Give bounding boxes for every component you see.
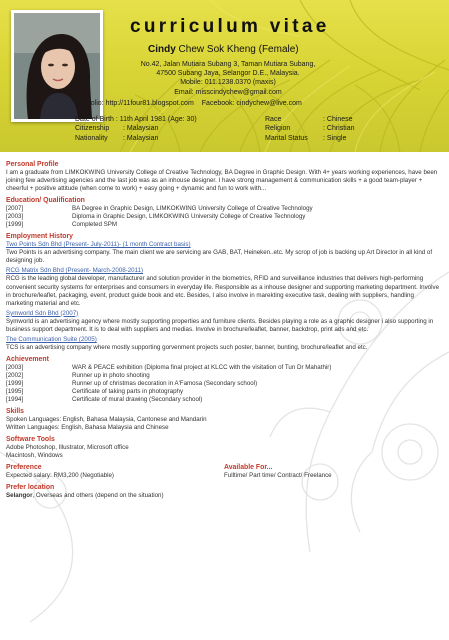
achievement-text: Runner up of christmas decoration in A'Famosa (Secondary school) (72, 379, 258, 387)
achievement-item (6, 372, 442, 380)
job-desc-rcg: RCG is the leading global developer, manufacturer and solution provider in the biometrics, RFID and surveillance industries that delivers high-performing convenient security systems for enterprises and consumers in everyday life. Responsible as a inhouse designer and supporting marketing department. Involve in brochure/leaflet, packaging, event, product guide book and etc. Besides, I also involve in marekting executive task, dealing with suppliers, handling marketing material and etc. (6, 275, 440, 307)
mobile-line: Mobile: 011.1238.0370 (maxis) (180, 79, 276, 87)
education-item (6, 205, 442, 213)
written-languages: Written Languages: English, Bahasa Malaysia and Chinese (6, 424, 169, 432)
personal-facts-left (75, 115, 197, 143)
job-title-tcs[interactable]: The Communication Suite (2005) (6, 335, 97, 343)
header-banner (0, 0, 449, 152)
profile-heading: Personal Profile (6, 161, 59, 168)
candidate-name (148, 44, 299, 55)
available-heading: Available For... (224, 464, 273, 472)
achievement-item (6, 396, 442, 404)
profile-text: I am a graduate from LIMKOKWING University College of Creative Technology, BA Degree in Graphic Design. With 4+ years working experiences, have been joining few advertising agencies and the last job was as an inhouse designer. I have strong management & communication skills + a good team-player + cheerful + positive attitude (when come to work) + easy going + dynamic and fun to work with... (6, 169, 438, 193)
achievement-item (6, 388, 442, 396)
marital-value: : Single (323, 134, 347, 142)
achievement-year: [2002] (6, 371, 24, 379)
preference-heading: Preference (6, 464, 42, 472)
achievement-year: [1999] (6, 379, 24, 387)
race-value: : Chinese (323, 116, 353, 123)
job-title-symworld[interactable]: Symworld Sdn Bhd (2007) (6, 309, 79, 317)
availability-text: Fulltime/ Part time/ Contract/ Freelance (224, 472, 332, 480)
education-text: Completed SPM (72, 221, 118, 229)
address-line-2: 47500 Subang Jaya, Selangor D.E., Malaysia. (156, 70, 300, 78)
citizenship-label: Citizenship (75, 125, 110, 133)
location-primary: Selangor (6, 492, 33, 500)
nationality-value: : Malaysian (123, 134, 159, 142)
education-item (6, 213, 442, 221)
education-item (6, 221, 442, 229)
education-year: [1999] (6, 221, 24, 229)
location-line (6, 492, 442, 500)
religion-label: Religion (265, 125, 291, 133)
location-heading: Prefer location (6, 484, 55, 492)
skills-heading: Skills (6, 408, 25, 416)
education-year: [2003] (6, 213, 24, 221)
software-heading: Software Tools (6, 436, 55, 444)
nationality-label: Nationality (75, 134, 108, 142)
links-line (76, 100, 302, 107)
religion-value: : Christian (323, 125, 355, 133)
employment-heading: Employment History (6, 233, 74, 241)
personal-facts-right (265, 115, 355, 143)
achievement-year: [1995] (6, 388, 24, 396)
achievement-heading: Achievement (6, 355, 49, 363)
education-text: Diploma in Graphic Design, LIMKOKWING University College of Creative Technology (72, 213, 306, 221)
achievement-text: Runner up in photo shooting (72, 371, 150, 379)
preference-availability-row (6, 462, 442, 480)
achievement-item (6, 364, 442, 372)
software-line-2: Macintosh, Windows (6, 452, 63, 460)
race-label: Race (265, 116, 282, 123)
education-heading: Education/ Qualification (6, 197, 85, 205)
facebook-link[interactable]: Facebook: cindychew@live.com (201, 100, 302, 107)
location-rest: , Overseas and others (depend on the situation) (32, 492, 164, 500)
achievement-year: [1994] (6, 396, 24, 404)
spoken-languages: Spoken Languages: English, Bahasa Malaysia, Cantonese and Mandarin (6, 416, 207, 424)
job-desc-tcs: TCS is an advertising company where mostly supporting gorvenment projects such poster, banner, bunting, brochure/leaflet and etc. (6, 343, 368, 351)
achievement-year: [2003] (6, 363, 24, 371)
education-year: [2007] (6, 205, 24, 213)
achievement-text: WAR & PEACE exhibition (Diploma final project at KLCC with the visitation of Tun Dr Mahathir) (72, 363, 332, 371)
citizenship-value: : Malaysian (123, 125, 159, 133)
job-desc-symworld: Symworld is an advertising agency where mostly supporting properties and furniture clients. Besides playing a role as a graphic designer i also supporting in business support department. It is to deal with suppliers and medias. Involve in brochure/leaflet, banner, backdrop, print ads and etc. (6, 317, 434, 333)
expected-salary: Expected salary: RM3,200 (Negotiable) (6, 472, 114, 480)
achievement-item (6, 380, 442, 388)
contact-block (118, 60, 338, 97)
email-line: Email: misscindychew@gmail.com (174, 88, 282, 96)
dob-row: Date of Birth : 11th April 1981 (Age: 30) (75, 116, 197, 123)
name-rest: Chew Sok Kheng (Female) (175, 44, 299, 55)
cv-title: curriculum vitae (130, 16, 330, 37)
portfolio-link[interactable]: Portfolio: http://11four81.blogspot.com (76, 100, 194, 107)
first-name: Cindy (148, 44, 176, 55)
job-title-rcg[interactable]: RCG Matrix Sdn Bhd (Present- March-2008-2011) (6, 267, 144, 275)
software-line-1: Adobe Photoshop, Illustrator, Microsoft office (6, 444, 129, 452)
education-text: BA Degree in Graphic Design, LIMKOKWING University College of Creative Technology (72, 205, 313, 213)
marital-label: Marital Status (265, 134, 308, 142)
address-line-1: No.42, Jalan Mutiara Subang 3, Taman Mutiara Subang, (140, 61, 316, 68)
job-title-twopoints[interactable]: Two Points Sdn Bhd (Present- July-2011)- (1 month Contract basis) (6, 241, 191, 249)
cv-body (6, 159, 442, 500)
achievement-text: Certificate of taking parts in photography (72, 388, 184, 396)
job-desc-twopoints: Two Points is an advertising company. The main client we are servicing are GAB, BAT, Heineken..etc. My scrop of job is backing up Art Director in all kind of designing job. (6, 249, 433, 265)
achievement-text: Certificate of mural drawing (Secondary school) (72, 396, 203, 404)
